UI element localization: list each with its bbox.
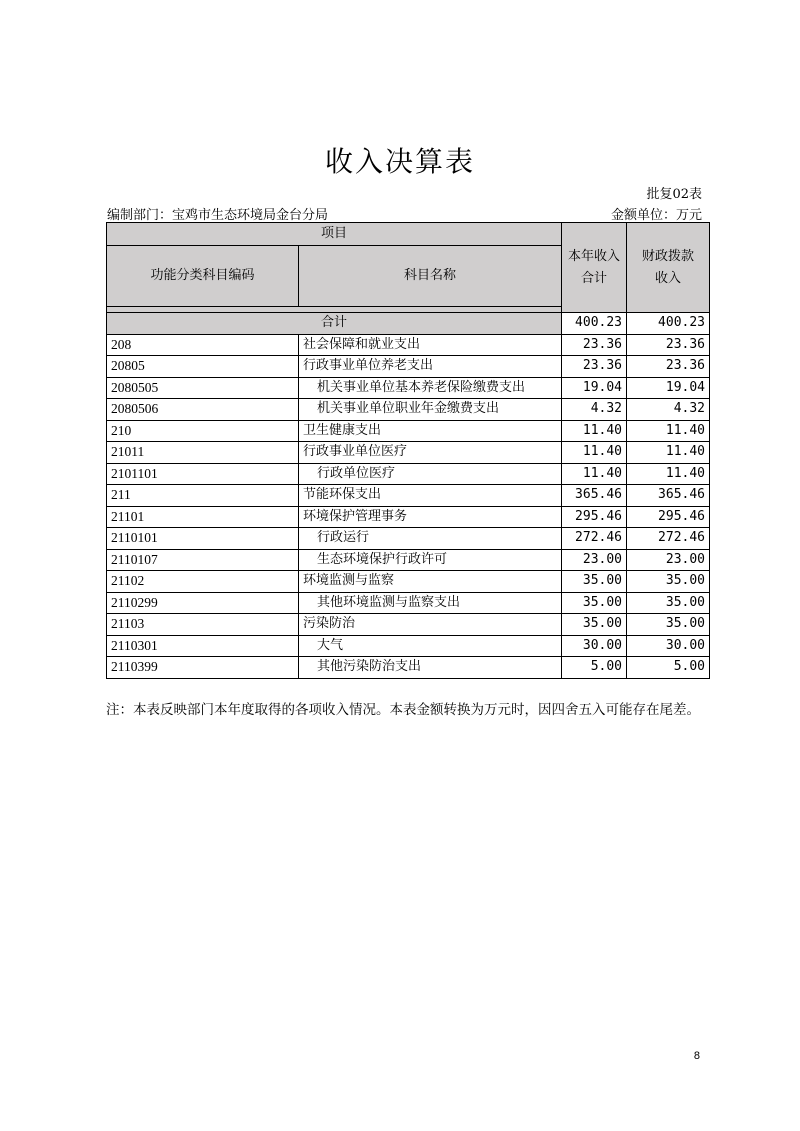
row-code: 2080506 <box>107 399 299 421</box>
row-name: 行政单位医疗 <box>299 463 562 485</box>
row-total: 11.40 <box>562 463 627 485</box>
table-row <box>107 571 710 593</box>
row-name: 环境保护管理事务 <box>299 506 562 528</box>
row-name: 节能环保支出 <box>299 485 562 507</box>
row-fiscal: 5.00 <box>627 657 710 679</box>
row-fiscal: 23.36 <box>627 334 710 356</box>
row-fiscal: 365.46 <box>627 485 710 507</box>
row-name: 环境监测与监察 <box>299 571 562 593</box>
row-code: 21011 <box>107 442 299 464</box>
row-name: 机关事业单位职业年金缴费支出 <box>299 399 562 421</box>
table-row <box>107 528 710 550</box>
table-row <box>107 334 710 356</box>
table-row <box>107 592 710 614</box>
row-code: 2101101 <box>107 463 299 485</box>
department-label: 编制部门：宝鸡市生态环境局金台分局 <box>107 208 329 223</box>
row-fiscal: 23.36 <box>627 356 710 378</box>
row-name: 机关事业单位基本养老保险缴费支出 <box>299 377 562 399</box>
total-fiscal: 400.23 <box>627 313 710 335</box>
table-row <box>107 549 710 571</box>
page-number: 8 <box>693 1050 700 1062</box>
header-fiscal: 财政拨款收入 <box>627 223 710 313</box>
row-total: 23.00 <box>562 549 627 571</box>
row-fiscal: 35.00 <box>627 592 710 614</box>
row-total: 11.40 <box>562 442 627 464</box>
row-code: 2080505 <box>107 377 299 399</box>
total-label: 合计 <box>107 313 562 335</box>
row-code: 2110101 <box>107 528 299 550</box>
row-fiscal: 11.40 <box>627 420 710 442</box>
row-total: 23.36 <box>562 334 627 356</box>
row-name: 生态环境保护行政许可 <box>299 549 562 571</box>
row-fiscal: 272.46 <box>627 528 710 550</box>
row-fiscal: 19.04 <box>627 377 710 399</box>
table-row <box>107 420 710 442</box>
row-name: 其他环境监测与监察支出 <box>299 592 562 614</box>
row-name: 大气 <box>299 635 562 657</box>
row-code: 2110399 <box>107 657 299 679</box>
table-row <box>107 463 710 485</box>
table-row <box>107 377 710 399</box>
header-total: 本年收入合计 <box>562 223 627 313</box>
row-total: 23.36 <box>562 356 627 378</box>
row-fiscal: 35.00 <box>627 614 710 636</box>
table-row <box>107 399 710 421</box>
header-project: 项目 <box>107 223 562 246</box>
form-number: 批复02表 <box>646 187 702 202</box>
row-total: 30.00 <box>562 635 627 657</box>
row-name: 行政事业单位养老支出 <box>299 356 562 378</box>
row-fiscal: 11.40 <box>627 463 710 485</box>
row-code: 2110299 <box>107 592 299 614</box>
row-total: 5.00 <box>562 657 627 679</box>
row-total: 19.04 <box>562 377 627 399</box>
row-name: 行政事业单位医疗 <box>299 442 562 464</box>
footnote: 注：本表反映部门本年度取得的各项收入情况。本表金额转换为万元时，因四舍五入可能存在尾差。 <box>106 702 700 718</box>
row-total: 35.00 <box>562 571 627 593</box>
table-row <box>107 356 710 378</box>
table-row <box>107 485 710 507</box>
row-total: 272.46 <box>562 528 627 550</box>
row-total: 365.46 <box>562 485 627 507</box>
page-title: 收入决算表 <box>324 145 475 178</box>
row-code: 2110301 <box>107 635 299 657</box>
row-total: 35.00 <box>562 614 627 636</box>
header-code: 功能分类科目编码 <box>107 246 299 307</box>
row-total: 4.32 <box>562 399 627 421</box>
table-row <box>107 506 710 528</box>
row-name: 其他污染防治支出 <box>299 657 562 679</box>
row-total: 295.46 <box>562 506 627 528</box>
row-fiscal: 23.00 <box>627 549 710 571</box>
row-fiscal: 11.40 <box>627 442 710 464</box>
row-code: 211 <box>107 485 299 507</box>
row-fiscal: 4.32 <box>627 399 710 421</box>
row-fiscal: 295.46 <box>627 506 710 528</box>
total-row <box>107 313 710 335</box>
header-row-project <box>107 223 710 246</box>
table-row <box>107 442 710 464</box>
row-fiscal: 30.00 <box>627 635 710 657</box>
row-total: 11.40 <box>562 420 627 442</box>
row-code: 21103 <box>107 614 299 636</box>
header-name: 科目名称 <box>299 246 562 307</box>
table-row <box>107 614 710 636</box>
row-code: 21102 <box>107 571 299 593</box>
income-table <box>106 222 710 679</box>
row-code: 2110107 <box>107 549 299 571</box>
row-code: 208 <box>107 334 299 356</box>
total-amount: 400.23 <box>562 313 627 335</box>
row-code: 21101 <box>107 506 299 528</box>
table-row <box>107 635 710 657</box>
row-code: 210 <box>107 420 299 442</box>
row-name: 行政运行 <box>299 528 562 550</box>
row-fiscal: 35.00 <box>627 571 710 593</box>
row-code: 20805 <box>107 356 299 378</box>
row-name: 卫生健康支出 <box>299 420 562 442</box>
unit-label: 金额单位：万元 <box>610 208 702 223</box>
row-name: 社会保障和就业支出 <box>299 334 562 356</box>
row-total: 35.00 <box>562 592 627 614</box>
row-name: 污染防治 <box>299 614 562 636</box>
table-row <box>107 657 710 679</box>
